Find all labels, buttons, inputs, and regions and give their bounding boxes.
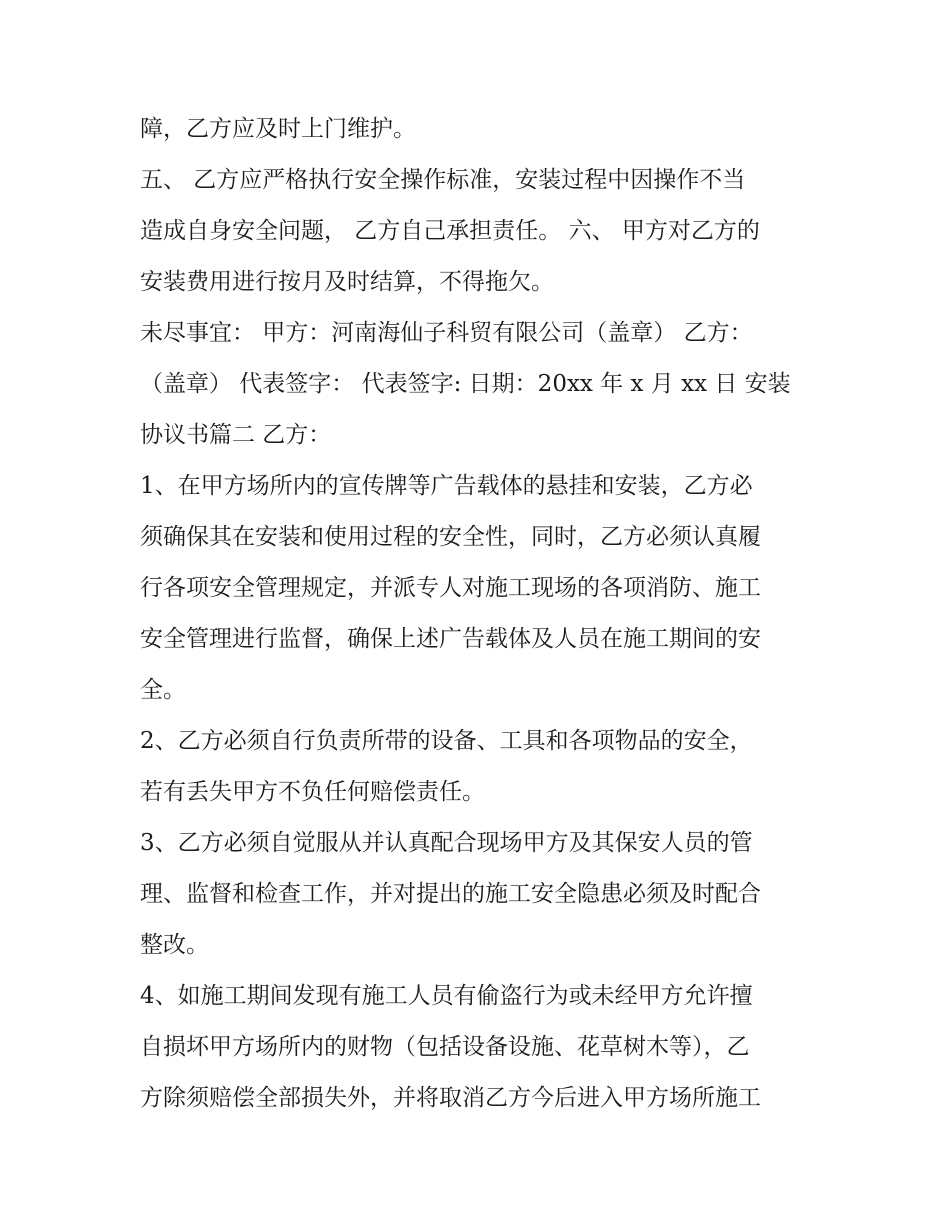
- text-line: 4、如施工期间发现有施工人员有偷盗行为或未经甲方允许擅: [140, 983, 753, 1009]
- text-line: 2、乙方必须自行负责所带的设备、工具和各项物品的安全，: [140, 728, 753, 754]
- document-body: [140, 104, 820, 1124]
- text-line: 五、 乙方应严格执行安全操作标准，安装过程中因操作不当: [140, 167, 746, 193]
- text-line: 全。: [140, 677, 186, 703]
- text-line: 自损坏甲方场所内的财物（包括设备设施、花草树木等），乙: [140, 1034, 750, 1060]
- text-line: 协议书篇二 乙方：: [140, 422, 332, 448]
- text-line: 造成自身安全问题， 乙方自己承担责任。 六、 甲方对乙方的: [140, 218, 760, 244]
- text-line: 行各项安全管理规定，并派专人对施工现场的各项消防、施工: [140, 575, 761, 601]
- text-line: 3、乙方必须自觉服从并认真配合现场甲方及其保安人员的管: [140, 830, 753, 856]
- text-line: 整改。: [140, 932, 209, 958]
- text-line: 安全管理进行监督，确保上述广告载体及人员在施工期间的安: [140, 626, 761, 652]
- text-line: 理、监督和检查工作，并对提出的施工安全隐患必须及时配合: [140, 881, 761, 907]
- text-line: 安装费用进行按月及时结算，不得拖欠。: [140, 269, 554, 295]
- text-line: 方除须赔偿全部损失外，并将取消乙方今后进入甲方场所施工: [140, 1085, 761, 1111]
- text-line: 若有丢失甲方不负任何赔偿责任。: [140, 779, 485, 805]
- text-line: 须确保其在安装和使用过程的安全性，同时，乙方必须认真履: [140, 524, 761, 550]
- text-line: （盖章） 代表签字： 代表签字: 日期：20xx 年 x 月 xx 日 安装: [140, 371, 791, 397]
- text-line: 障，乙方应及时上门维护。: [140, 116, 416, 142]
- text-line: 未尽事宜： 甲方：河南海仙子科贸有限公司（盖章） 乙方：: [140, 320, 753, 346]
- text-line: 1、在甲方场所内的宣传牌等广告载体的悬挂和安装，乙方必: [140, 473, 753, 499]
